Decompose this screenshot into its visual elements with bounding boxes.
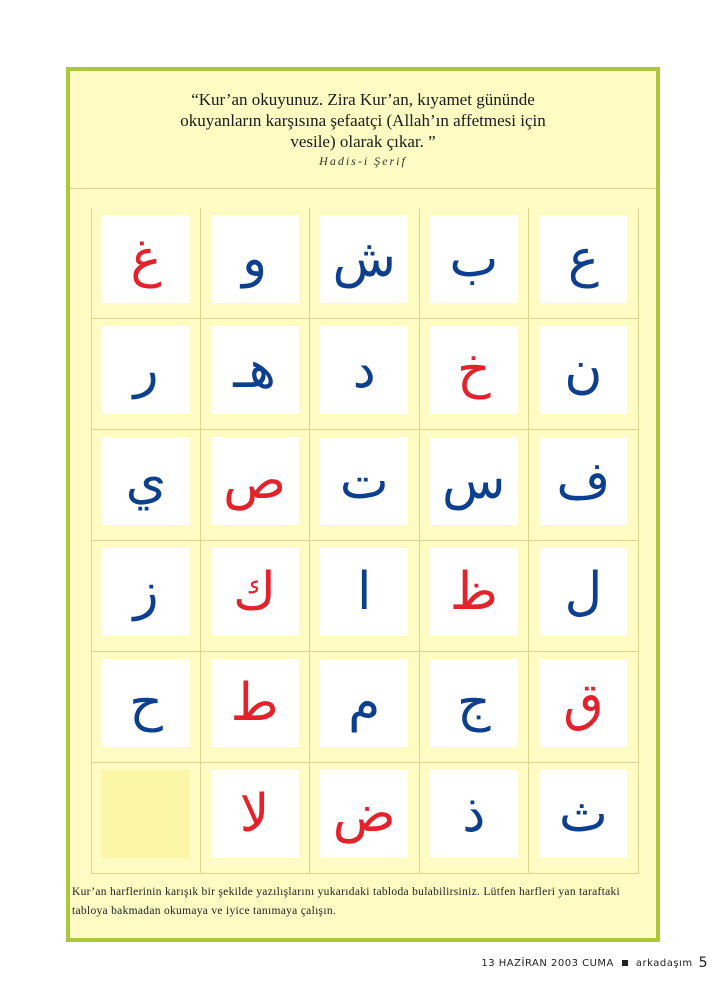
grid-cell — [420, 541, 530, 651]
grid-cell — [420, 319, 530, 429]
letter-tile: ل — [539, 548, 627, 636]
grid-cell — [91, 208, 201, 318]
grid-cell — [310, 541, 420, 651]
grid-cell — [420, 652, 530, 762]
letter-tile: ك — [211, 548, 299, 636]
letter-tile: ن — [539, 326, 627, 414]
grid-cell — [529, 319, 639, 429]
letter-tile: م — [320, 659, 408, 747]
letter-tile: ص — [211, 437, 299, 525]
grid-cell — [529, 652, 639, 762]
grid-cell — [201, 652, 311, 762]
grid-cell — [420, 430, 530, 540]
grid-cell — [529, 763, 639, 873]
letter-tile: لا — [211, 770, 299, 858]
quote-line: vesile) olarak çıkar. ” — [290, 132, 436, 151]
letter-tile: هـ — [211, 326, 299, 414]
page-number: 5 — [698, 955, 708, 971]
empty-tile — [102, 770, 190, 858]
grid-cell — [310, 430, 420, 540]
grid-row — [91, 430, 639, 541]
grid-cell — [310, 763, 420, 873]
footer-date: 13 HAZİRAN 2003 CUMA — [481, 957, 614, 969]
letter-tile: ذ — [430, 770, 518, 858]
grid-row — [91, 763, 639, 874]
footer-magazine: arkadaşım — [635, 957, 693, 969]
letter-tile: غ — [102, 215, 190, 303]
letter-tile: ط — [211, 659, 299, 747]
content-frame — [66, 67, 660, 942]
grid-cell — [201, 208, 311, 318]
divider — [70, 188, 656, 189]
grid-cell — [529, 208, 639, 318]
letter-tile: ف — [539, 437, 627, 525]
letter-tile: ت — [320, 437, 408, 525]
letter-tile: ض — [320, 770, 408, 858]
grid-cell — [201, 541, 311, 651]
letter-tile: خ — [430, 326, 518, 414]
grid-cell — [91, 430, 201, 540]
letter-tile: و — [211, 215, 299, 303]
grid-row — [91, 541, 639, 652]
grid-cell — [529, 430, 639, 540]
letter-tile: ر — [102, 326, 190, 414]
grid-cell — [420, 763, 530, 873]
grid-cell — [91, 319, 201, 429]
grid-row — [91, 208, 639, 319]
quote-source: Hadis-i Şerif — [319, 154, 407, 168]
letter-tile: ث — [539, 770, 627, 858]
grid-cell — [310, 208, 420, 318]
letter-tile: ظ — [430, 548, 518, 636]
grid-cell — [91, 652, 201, 762]
letter-tile: ش — [320, 215, 408, 303]
hadith-quote — [70, 89, 656, 152]
letter-tile: د — [320, 326, 408, 414]
quote-line: okuyanların karşısına şefaatçi (Allah’ın affetmesi için — [180, 111, 546, 130]
grid-cell — [201, 763, 311, 873]
grid-row — [91, 652, 639, 763]
grid-cell — [91, 763, 201, 873]
grid-cell — [91, 541, 201, 651]
page-footer — [481, 955, 708, 971]
quote-line: “Kur’an okuyunuz. Zira Kur’an, kıyamet gününde — [191, 90, 535, 109]
square-bullet-icon — [622, 960, 628, 966]
grid-cell — [201, 430, 311, 540]
letter-tile: ح — [102, 659, 190, 747]
grid-cell — [310, 319, 420, 429]
letter-tile: ب — [430, 215, 518, 303]
letter-tile: ي — [102, 437, 190, 525]
letter-tile: س — [430, 437, 518, 525]
letter-grid — [91, 208, 639, 874]
footnote-text: Kur’an harflerinin karışık bir şekilde yazılışlarını yukarıdaki tabloda bulabilirsiniz. Lütfen harfleri yan taraftaki tabloya bakmadan okumaya ve iyice tanımaya çalışın. — [72, 886, 621, 917]
letter-tile: ز — [102, 548, 190, 636]
letter-tile: ا — [320, 548, 408, 636]
grid-cell — [529, 541, 639, 651]
grid-cell — [201, 319, 311, 429]
letter-tile: ع — [539, 215, 627, 303]
grid-row — [91, 319, 639, 430]
grid-cell — [420, 208, 530, 318]
letter-tile: ج — [430, 659, 518, 747]
letter-tile: ق — [539, 659, 627, 747]
grid-cell — [310, 652, 420, 762]
